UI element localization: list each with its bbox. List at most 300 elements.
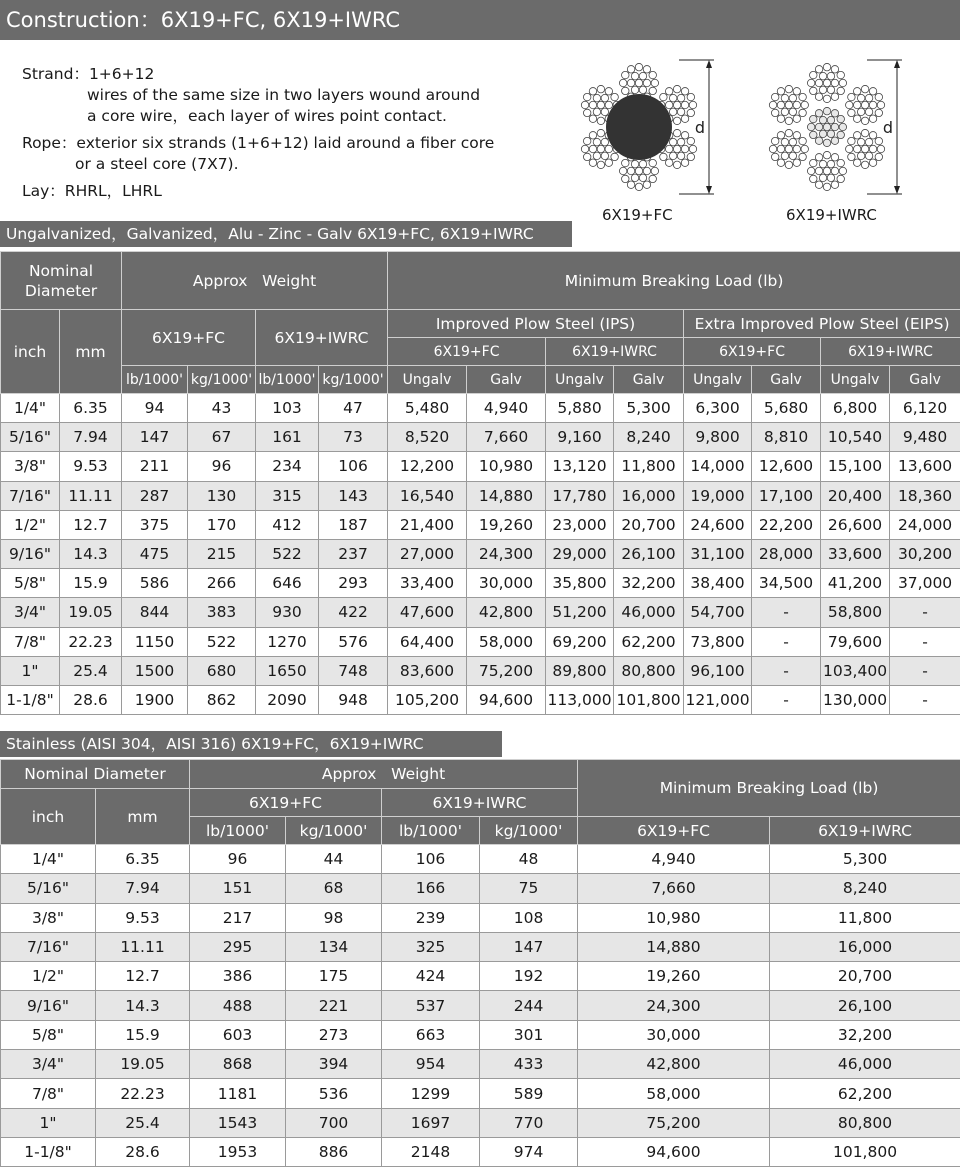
header-eips-fc: 6X19+FC bbox=[684, 338, 821, 366]
table-row bbox=[1, 991, 960, 1020]
table-cell: 11,800 bbox=[614, 452, 684, 481]
table-cell: 83,600 bbox=[388, 656, 467, 685]
table-cell: 5,300 bbox=[614, 394, 684, 423]
table-cell: 8,240 bbox=[770, 874, 960, 903]
header-mm: mm bbox=[96, 789, 190, 845]
table-cell: 603 bbox=[190, 1020, 286, 1049]
table-cell: 7/8" bbox=[1, 627, 60, 656]
table-cell: 175 bbox=[286, 962, 382, 991]
table-row bbox=[1, 598, 960, 627]
table-cell: 26,100 bbox=[770, 991, 960, 1020]
section-2-title: Stainless (AISI 304，AISI 316) 6X19+FC，6X19+IWRC bbox=[0, 731, 502, 757]
table-cell: 10,540 bbox=[821, 423, 890, 452]
table-cell: 28.6 bbox=[60, 685, 122, 714]
table-cell: 7,660 bbox=[467, 423, 546, 452]
table-cell: 10,980 bbox=[578, 903, 770, 932]
table-cell: 20,400 bbox=[821, 481, 890, 510]
table-row bbox=[1, 1079, 960, 1108]
table-cell: 106 bbox=[382, 845, 480, 874]
header-unit: lb/1000' bbox=[190, 817, 286, 845]
table-row bbox=[1, 1137, 960, 1166]
table-cell: 930 bbox=[256, 598, 319, 627]
table-row bbox=[1, 1108, 960, 1137]
table-cell: 1/4" bbox=[1, 845, 96, 874]
table-cell: 1150 bbox=[122, 627, 188, 656]
table-cell: 17,100 bbox=[752, 481, 821, 510]
breaking-load-table-galvanized bbox=[0, 251, 960, 715]
table-cell: 121,000 bbox=[684, 685, 752, 714]
table-cell: 22.23 bbox=[96, 1079, 190, 1108]
table-cell: 2148 bbox=[382, 1137, 480, 1166]
header-unit: kg/1000' bbox=[319, 366, 388, 394]
table-cell: 20,700 bbox=[770, 962, 960, 991]
lay-label: Lay：RHRL，LHRL bbox=[22, 182, 162, 200]
table-cell: 51,200 bbox=[546, 598, 614, 627]
table-row bbox=[1, 452, 960, 481]
table-row bbox=[1, 903, 960, 932]
table-cell: 244 bbox=[480, 991, 578, 1020]
table-cell: 33,400 bbox=[388, 569, 467, 598]
table-cell: 9,480 bbox=[890, 423, 960, 452]
table-cell: 948 bbox=[319, 685, 388, 714]
table-cell: 7.94 bbox=[60, 423, 122, 452]
table-cell: 26,100 bbox=[614, 539, 684, 568]
header-weight-fc: 6X19+FC bbox=[122, 310, 256, 366]
table-cell: - bbox=[752, 656, 821, 685]
table-row bbox=[1, 962, 960, 991]
header-unit: kg/1000' bbox=[286, 817, 382, 845]
table-cell: 18,360 bbox=[890, 481, 960, 510]
table-cell: 589 bbox=[480, 1079, 578, 1108]
header-eips-iwrc: 6X19+IWRC bbox=[821, 338, 960, 366]
table-cell: 73,800 bbox=[684, 627, 752, 656]
table-row bbox=[1, 423, 960, 452]
table-cell: 5/16" bbox=[1, 874, 96, 903]
table-cell: 130 bbox=[188, 481, 256, 510]
table-cell: - bbox=[890, 627, 960, 656]
table-cell: 19.05 bbox=[96, 1050, 190, 1079]
table-cell: 187 bbox=[319, 510, 388, 539]
table-cell: 287 bbox=[122, 481, 188, 510]
table-cell: 67 bbox=[188, 423, 256, 452]
table-cell: 3/4" bbox=[1, 598, 60, 627]
table-cell: 868 bbox=[190, 1050, 286, 1079]
table-cell: 192 bbox=[480, 962, 578, 991]
table-cell: 273 bbox=[286, 1020, 382, 1049]
table-cell: 19,000 bbox=[684, 481, 752, 510]
header-ungalv: Ungalv bbox=[821, 366, 890, 394]
table-row bbox=[1, 845, 960, 874]
table-cell: 19.05 bbox=[60, 598, 122, 627]
table-cell: 94,600 bbox=[467, 685, 546, 714]
construction-description bbox=[22, 64, 562, 202]
table-cell: 9.53 bbox=[60, 452, 122, 481]
header-weight-iwrc: 6X19+IWRC bbox=[382, 789, 578, 817]
table-cell: 79,600 bbox=[821, 627, 890, 656]
table-cell: 17,780 bbox=[546, 481, 614, 510]
table-cell: 161 bbox=[256, 423, 319, 452]
table-cell: 96 bbox=[188, 452, 256, 481]
table-cell: 217 bbox=[190, 903, 286, 932]
header-min-breaking-load: Minimum Breaking Load (lb) bbox=[578, 760, 960, 817]
table-cell: 12,600 bbox=[752, 452, 821, 481]
table-cell: 8,520 bbox=[388, 423, 467, 452]
table-cell: 29,000 bbox=[546, 539, 614, 568]
table-cell: 27,000 bbox=[388, 539, 467, 568]
table-cell: 64,400 bbox=[388, 627, 467, 656]
table-cell: 147 bbox=[480, 932, 578, 961]
table-cell: 293 bbox=[319, 569, 388, 598]
table-cell: 1181 bbox=[190, 1079, 286, 1108]
header-mm: mm bbox=[60, 310, 122, 394]
table-cell: 134 bbox=[286, 932, 382, 961]
table-cell: 96 bbox=[190, 845, 286, 874]
fiber-core bbox=[606, 94, 672, 160]
table-cell: - bbox=[752, 627, 821, 656]
table-cell: 1650 bbox=[256, 656, 319, 685]
table-cell: 41,200 bbox=[821, 569, 890, 598]
table-cell: 25.4 bbox=[60, 656, 122, 685]
table-cell: 5,880 bbox=[546, 394, 614, 423]
table-body bbox=[1, 394, 960, 715]
table-cell: 96,100 bbox=[684, 656, 752, 685]
table-cell: 58,800 bbox=[821, 598, 890, 627]
table-cell: 211 bbox=[122, 452, 188, 481]
table-cell: 28,000 bbox=[752, 539, 821, 568]
table-cell: 151 bbox=[190, 874, 286, 903]
table-cell: 1953 bbox=[190, 1137, 286, 1166]
table-cell: 1" bbox=[1, 656, 60, 685]
table-cell: 12,200 bbox=[388, 452, 467, 481]
table-cell: 62,200 bbox=[770, 1079, 960, 1108]
table-cell: 234 bbox=[256, 452, 319, 481]
table-cell: 9.53 bbox=[96, 903, 190, 932]
table-cell: 1-1/8" bbox=[1, 1137, 96, 1166]
table-cell: 522 bbox=[256, 539, 319, 568]
table-cell: 30,000 bbox=[467, 569, 546, 598]
table-cell: 103 bbox=[256, 394, 319, 423]
table-cell: 375 bbox=[122, 510, 188, 539]
table-cell: 386 bbox=[190, 962, 286, 991]
table-cell: 106 bbox=[319, 452, 388, 481]
table-cell: 46,000 bbox=[614, 598, 684, 627]
table-cell: 954 bbox=[382, 1050, 480, 1079]
table-cell: 424 bbox=[382, 962, 480, 991]
breaking-load-table-stainless bbox=[0, 759, 960, 1167]
table-cell: - bbox=[752, 685, 821, 714]
table-cell: 68 bbox=[286, 874, 382, 903]
table-cell: 43 bbox=[188, 394, 256, 423]
table-cell: 11,800 bbox=[770, 903, 960, 932]
table-cell: 22,200 bbox=[752, 510, 821, 539]
table-cell: 28.6 bbox=[96, 1137, 190, 1166]
header-approx-weight: Approx Weight bbox=[190, 760, 578, 789]
table-row bbox=[1, 932, 960, 961]
table-cell: 11.11 bbox=[60, 481, 122, 510]
table-cell: 7/8" bbox=[1, 1079, 96, 1108]
table-body bbox=[1, 845, 960, 1167]
table-cell: 7/16" bbox=[1, 481, 60, 510]
table-cell: 143 bbox=[319, 481, 388, 510]
table-row bbox=[1, 569, 960, 598]
table-cell: 5/8" bbox=[1, 569, 60, 598]
table-cell: 42,800 bbox=[467, 598, 546, 627]
table-cell: 488 bbox=[190, 991, 286, 1020]
table-cell: 6,800 bbox=[821, 394, 890, 423]
table-row bbox=[1, 539, 960, 568]
table-cell: 974 bbox=[480, 1137, 578, 1166]
header-inch: inch bbox=[1, 310, 60, 394]
table-row bbox=[1, 874, 960, 903]
table-row bbox=[1, 510, 960, 539]
table-cell: 22.23 bbox=[60, 627, 122, 656]
table-cell: 586 bbox=[122, 569, 188, 598]
table-cell: 383 bbox=[188, 598, 256, 627]
table-cell: 3/8" bbox=[1, 452, 60, 481]
table-cell: 1/2" bbox=[1, 510, 60, 539]
header-galv: Galv bbox=[752, 366, 821, 394]
header-nominal-diameter: Nominal Diameter bbox=[1, 252, 122, 310]
table-cell: 522 bbox=[188, 627, 256, 656]
table-cell: 32,200 bbox=[614, 569, 684, 598]
header-weight-fc: 6X19+FC bbox=[190, 789, 382, 817]
table-cell: 15.9 bbox=[96, 1020, 190, 1049]
table-cell: 25.4 bbox=[96, 1108, 190, 1137]
table-cell: 42,800 bbox=[578, 1050, 770, 1079]
table-cell: 433 bbox=[480, 1050, 578, 1079]
table-cell: 700 bbox=[286, 1108, 382, 1137]
table-cell: - bbox=[890, 656, 960, 685]
table-cell: 7,660 bbox=[578, 874, 770, 903]
table-cell: 44 bbox=[286, 845, 382, 874]
header-galv: Galv bbox=[467, 366, 546, 394]
table-cell: 15,100 bbox=[821, 452, 890, 481]
header-mbl-iwrc: 6X19+IWRC bbox=[770, 817, 960, 845]
table-cell: 5,300 bbox=[770, 845, 960, 874]
table-cell: 14,000 bbox=[684, 452, 752, 481]
table-cell: 7.94 bbox=[96, 874, 190, 903]
table-cell: 680 bbox=[188, 656, 256, 685]
table-cell: 646 bbox=[256, 569, 319, 598]
table-row bbox=[1, 1020, 960, 1049]
table-cell: 8,240 bbox=[614, 423, 684, 452]
header-weight-iwrc: 6X19+IWRC bbox=[256, 310, 388, 366]
rope-fc-diagram bbox=[572, 55, 732, 200]
table-cell: 5/8" bbox=[1, 1020, 96, 1049]
header-galv: Galv bbox=[890, 366, 960, 394]
header-mbl-fc: 6X19+FC bbox=[578, 817, 770, 845]
table-cell: 33,600 bbox=[821, 539, 890, 568]
table-cell: 576 bbox=[319, 627, 388, 656]
table-cell: 46,000 bbox=[770, 1050, 960, 1079]
table-cell: 101,800 bbox=[614, 685, 684, 714]
table-cell: 886 bbox=[286, 1137, 382, 1166]
table-cell: 20,700 bbox=[614, 510, 684, 539]
rope-iwrc-cross-section bbox=[769, 63, 884, 190]
rope-line-2: or a steel core (7X7). bbox=[75, 155, 239, 173]
table-row bbox=[1, 627, 960, 656]
table-cell: 15.9 bbox=[60, 569, 122, 598]
table-cell: 19,260 bbox=[467, 510, 546, 539]
table-cell: 24,300 bbox=[467, 539, 546, 568]
table-cell: 11.11 bbox=[96, 932, 190, 961]
table-cell: 16,540 bbox=[388, 481, 467, 510]
table-cell: 537 bbox=[382, 991, 480, 1020]
table-cell: 844 bbox=[122, 598, 188, 627]
table-cell: 14,880 bbox=[467, 481, 546, 510]
table-cell: 4,940 bbox=[578, 845, 770, 874]
table-cell: 14.3 bbox=[60, 539, 122, 568]
table-cell: 48 bbox=[480, 845, 578, 874]
header-eips: Extra Improved Plow Steel (EIPS) bbox=[684, 310, 960, 338]
table-cell: 295 bbox=[190, 932, 286, 961]
header-unit: kg/1000' bbox=[188, 366, 256, 394]
table-cell: 9/16" bbox=[1, 991, 96, 1020]
table-cell: 8,810 bbox=[752, 423, 821, 452]
table-cell: 1270 bbox=[256, 627, 319, 656]
table-cell: 5,480 bbox=[388, 394, 467, 423]
table-cell: 1/2" bbox=[1, 962, 96, 991]
table-cell: 1299 bbox=[382, 1079, 480, 1108]
table-row bbox=[1, 656, 960, 685]
table-row bbox=[1, 394, 960, 423]
table-cell: 113,000 bbox=[546, 685, 614, 714]
table-cell: 1900 bbox=[122, 685, 188, 714]
table-cell: 30,000 bbox=[578, 1020, 770, 1049]
table-cell: 16,000 bbox=[614, 481, 684, 510]
table-cell: 237 bbox=[319, 539, 388, 568]
table-cell: 147 bbox=[122, 423, 188, 452]
table-cell: 166 bbox=[382, 874, 480, 903]
table-cell: 9/16" bbox=[1, 539, 60, 568]
table-cell: 325 bbox=[382, 932, 480, 961]
table-cell: 37,000 bbox=[890, 569, 960, 598]
table-cell: 3/8" bbox=[1, 903, 96, 932]
table-cell: 862 bbox=[188, 685, 256, 714]
table-cell: 14.3 bbox=[96, 991, 190, 1020]
table-cell: 1500 bbox=[122, 656, 188, 685]
table-cell: 19,260 bbox=[578, 962, 770, 991]
table-cell: 301 bbox=[480, 1020, 578, 1049]
header-ungalv: Ungalv bbox=[546, 366, 614, 394]
table-cell: 75 bbox=[480, 874, 578, 903]
table-cell: 663 bbox=[382, 1020, 480, 1049]
table-row bbox=[1, 481, 960, 510]
table-cell: 475 bbox=[122, 539, 188, 568]
iwrc-caption: 6X19+IWRC bbox=[786, 206, 877, 224]
header-approx-weight: Approx Weight bbox=[122, 252, 388, 310]
table-cell: 13,120 bbox=[546, 452, 614, 481]
table-row bbox=[1, 685, 960, 714]
table-cell: 21,400 bbox=[388, 510, 467, 539]
table-cell: 1" bbox=[1, 1108, 96, 1137]
table-cell: - bbox=[752, 598, 821, 627]
table-cell: 12.7 bbox=[96, 962, 190, 991]
table-row bbox=[1, 1050, 960, 1079]
table-cell: 170 bbox=[188, 510, 256, 539]
table-cell: 54,700 bbox=[684, 598, 752, 627]
table-cell: 98 bbox=[286, 903, 382, 932]
table-cell: 7/16" bbox=[1, 932, 96, 961]
table-cell: 73 bbox=[319, 423, 388, 452]
table-cell: 12.7 bbox=[60, 510, 122, 539]
header-ungalv: Ungalv bbox=[388, 366, 467, 394]
table-cell: 1/4" bbox=[1, 394, 60, 423]
table-cell: - bbox=[890, 685, 960, 714]
strand-line-2: wires of the same size in two layers wound around bbox=[87, 86, 481, 104]
table-cell: 4,940 bbox=[467, 394, 546, 423]
table-cell: 9,800 bbox=[684, 423, 752, 452]
rope-line-1: Rope：exterior six strands (1+6+12) laid around a fiber core bbox=[22, 134, 495, 152]
table-cell: 80,800 bbox=[614, 656, 684, 685]
table-cell: 536 bbox=[286, 1079, 382, 1108]
table-cell: 47 bbox=[319, 394, 388, 423]
table-cell: 394 bbox=[286, 1050, 382, 1079]
table-cell: 422 bbox=[319, 598, 388, 627]
table-cell: 215 bbox=[188, 539, 256, 568]
table-cell: 101,800 bbox=[770, 1137, 960, 1166]
header-unit: kg/1000' bbox=[480, 817, 578, 845]
table-cell: 6.35 bbox=[60, 394, 122, 423]
header-min-breaking-load: Minimum Breaking Load (lb) bbox=[388, 252, 960, 310]
dimension-label: d bbox=[882, 118, 894, 137]
table-cell: 221 bbox=[286, 991, 382, 1020]
table-cell: 770 bbox=[480, 1108, 578, 1137]
table-cell: 47,600 bbox=[388, 598, 467, 627]
header-unit: lb/1000' bbox=[382, 817, 480, 845]
table-cell: 16,000 bbox=[770, 932, 960, 961]
table-cell: 108 bbox=[480, 903, 578, 932]
header-inch: inch bbox=[1, 789, 96, 845]
table-cell: 105,200 bbox=[388, 685, 467, 714]
table-cell: 30,200 bbox=[890, 539, 960, 568]
table-cell: 412 bbox=[256, 510, 319, 539]
table-cell: 1697 bbox=[382, 1108, 480, 1137]
table-cell: 2090 bbox=[256, 685, 319, 714]
table-cell: 6,300 bbox=[684, 394, 752, 423]
table-cell: 75,200 bbox=[578, 1108, 770, 1137]
table-cell: 1543 bbox=[190, 1108, 286, 1137]
table-cell: 58,000 bbox=[467, 627, 546, 656]
header-nominal-diameter: Nominal Diameter bbox=[1, 760, 190, 789]
header-galv: Galv bbox=[614, 366, 684, 394]
table-cell: 14,880 bbox=[578, 932, 770, 961]
table-cell: 3/4" bbox=[1, 1050, 96, 1079]
table-cell: 94,600 bbox=[578, 1137, 770, 1166]
strand-label: Strand：1+6+12 bbox=[22, 65, 155, 83]
table-cell: 24,600 bbox=[684, 510, 752, 539]
table-cell: 75,200 bbox=[467, 656, 546, 685]
table-cell: 5,680 bbox=[752, 394, 821, 423]
table-cell: 6,120 bbox=[890, 394, 960, 423]
table-cell: 94 bbox=[122, 394, 188, 423]
table-cell: 38,400 bbox=[684, 569, 752, 598]
header-ips: Improved Plow Steel (IPS) bbox=[388, 310, 684, 338]
table-cell: 62,200 bbox=[614, 627, 684, 656]
table-cell: 5/16" bbox=[1, 423, 60, 452]
table-cell: 748 bbox=[319, 656, 388, 685]
page-title: Construction：6X19+FC, 6X19+IWRC bbox=[0, 0, 960, 40]
header-ips-fc: 6X19+FC bbox=[388, 338, 546, 366]
table-cell: 10,980 bbox=[467, 452, 546, 481]
table-cell: 32,200 bbox=[770, 1020, 960, 1049]
table-cell: 89,800 bbox=[546, 656, 614, 685]
table-cell: 31,100 bbox=[684, 539, 752, 568]
table-cell: 26,600 bbox=[821, 510, 890, 539]
table-cell: - bbox=[890, 598, 960, 627]
dimension-label: d bbox=[694, 118, 706, 137]
header-unit: lb/1000' bbox=[256, 366, 319, 394]
